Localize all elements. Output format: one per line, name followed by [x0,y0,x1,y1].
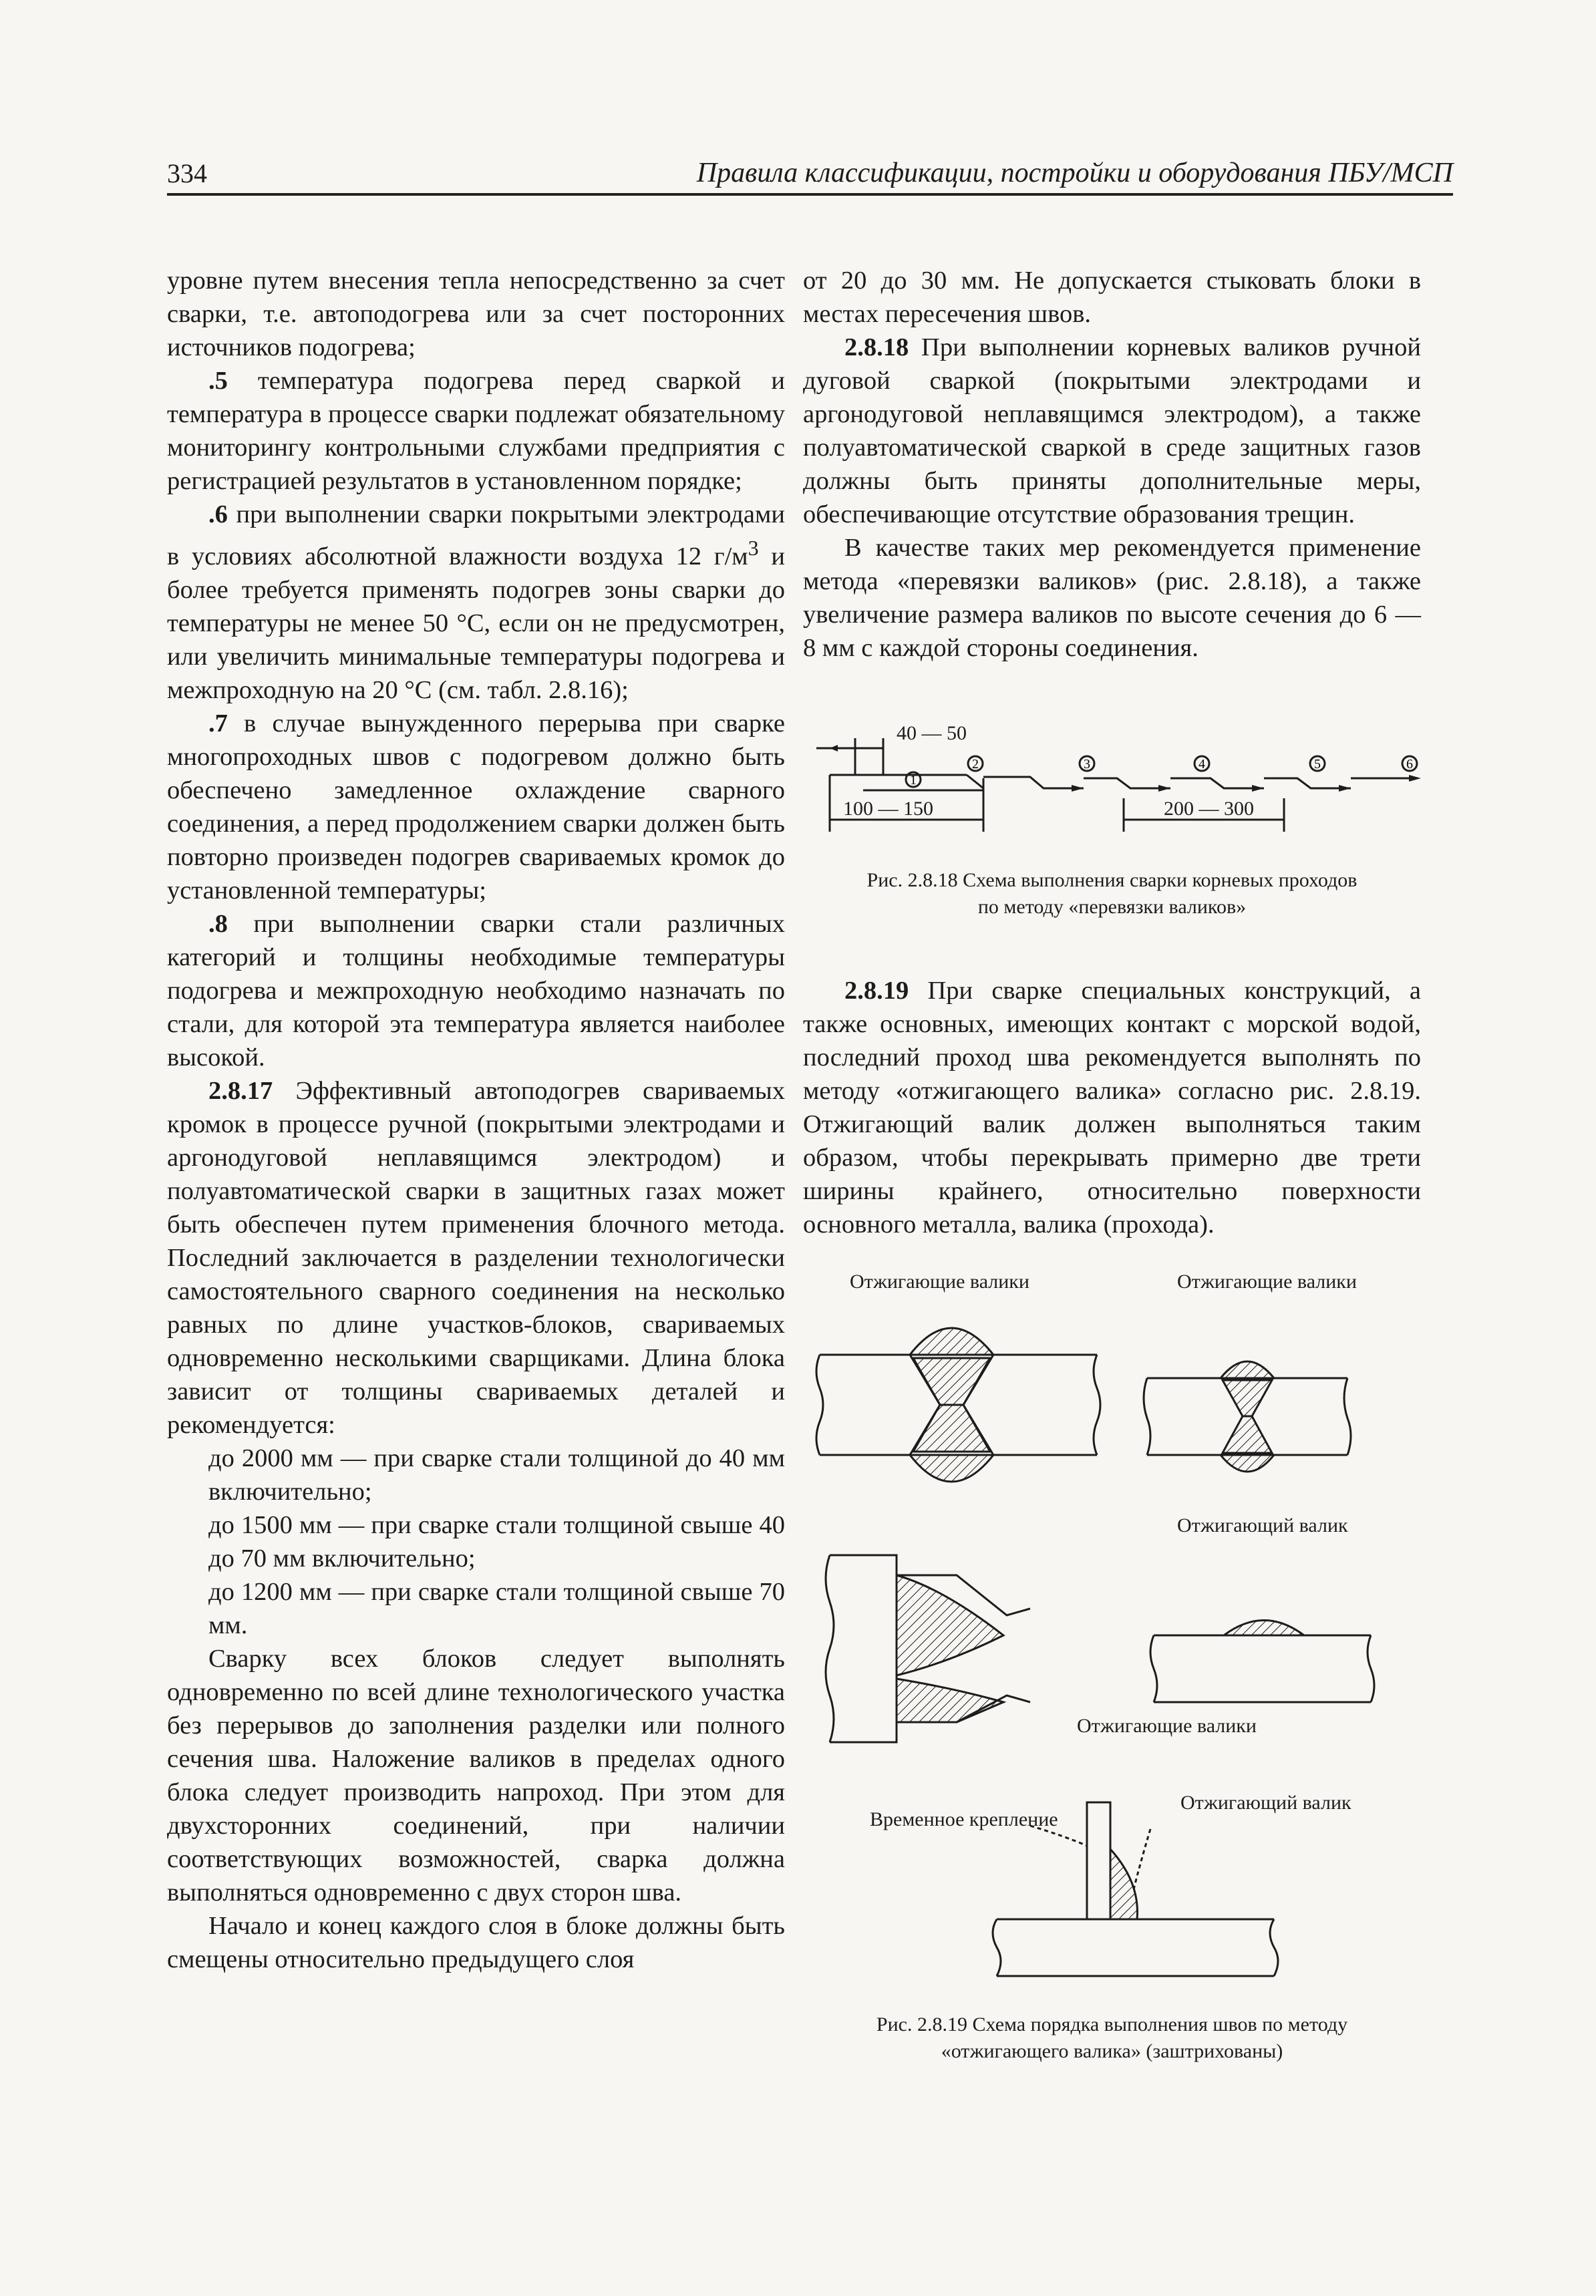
section-2-8-18-number: 2.8.18 [844,333,909,361]
paragraph-continuation-right: от 20 до 30 мм. Не допускается стыковать блоки в местах пересечения швов. [803,267,1421,328]
figure-2-8-18-caption-line-1: Рис. 2.8.18 Схема выполнения сварки корневых проходов [866,869,1358,891]
item-5-number: .5 [208,367,228,395]
left-column [167,264,785,1976]
dim-left-label: 100 — 150 [843,798,933,820]
page-header [167,150,1453,196]
dim-top-label: 40 — 50 [897,725,967,744]
page-number: 334 [167,158,207,188]
running-title: Правила классификации, постройки и оборудования ПБУ/МСП [696,158,1453,188]
marker-5: 5 [1314,757,1321,772]
right-column [803,264,1421,2065]
section-2-8-19 [803,974,1421,1241]
marker-4: 4 [1199,757,1205,772]
item-7 [167,707,785,907]
section-2-8-18-text: При выполнении корневых валиков ручной дуговой сваркой (покрытыми электродами и аргонодуговой неплавящимся электродом), а также полуавтоматической сваркой в среде защитных газов должны быть приняты дополнительные меры, обеспечивающие отсутствие образования трещин. [803,333,1421,528]
label-f: Отжигающий валик [1180,1792,1351,1814]
block-length-item-1: до 2000 мм — при сварке стали толщиной до 40 мм включительно; [208,1444,785,1506]
figure-2-8-18-caption-line-2: по методу «перевязки валиков» [977,896,1247,918]
section-2-8-17 [167,1074,785,1442]
figure-2-8-19-caption-line-1: Рис. 2.8.19 Схема порядка выполнения швов по методу [876,2013,1348,2035]
item-6-text-a: при выполнении сварки покрытыми электродами в условиях абсолютной влажности воздуха 12 г/м [167,500,785,570]
item-8-number: .8 [208,909,228,938]
item-6-superscript: 3 [748,536,759,560]
figure-2-8-19-caption [803,2011,1421,2065]
figure-2-8-18-caption [803,867,1421,921]
item-8-text: при выполнении сварки стали различных категорий и толщины необходимые температуры подогрева и межпроходную необходимо назначать по стали, для которой эта температура является наиболее высокой. [167,909,785,1072]
section-2-8-18 [803,331,1421,531]
section-2-8-17-text: Эффективный автоподогрев свариваемых кромок в процессе ручной (покрытыми электродами и аргонодуговой неплавящимся электродом) и полуавтоматической сварки в защитных газах может быть обеспечен путем применения блочного метода. Последний заключается в разделении технологически самостоятельного сварного соединения на несколько равных по длине участков-блоков, свариваемых одновременно несколькими сварщиками. Длина блока зависит от толщины свариваемых деталей и рекомендуется: [167,1076,785,1439]
figure-2-8-19-diagram [803,1261,1421,1996]
marker-3: 3 [1084,757,1090,772]
block-length-item-2: до 1500 мм — при сварке стали толщиной свыше 40 до 70 мм включительно; [208,1510,785,1573]
section-2-8-19-text: При сварке специальных конструкций, а также основных, имеющих контакт с морской водой, последний проход шва рекомендуется выполнять по методу «отжигающего валика» согласно рис. 2.8.19. Отжигающий валик должен выполняться таким образом, чтобы перекрывать примерно две трети ширины крайнего, относительно поверхности основного металла, валика (прохода). [803,977,1421,1239]
label-c: Отжигающий валик [1177,1514,1348,1536]
paragraph-blocks: Сварку всех блоков следует выполнять одновременно по всей длине технологического участка без перерывов до заполнения разделки или полного сечения шва. Наложение валиков в пределах одного блока следует производить напроход. При этом для двухсторонних соединений, при наличии соответствующих возможностей, сварка должна выполняться одновременно с двух сторон шва. [167,1644,785,1907]
marker-6: 6 [1406,757,1413,772]
item-8 [167,907,785,1074]
paragraph-continuation: уровне путем внесения тепла непосредственно за счет сварки, т.е. автоподогрева или за счет посторонних источников подогрева; [167,267,785,361]
item-5 [167,364,785,498]
block-length-item-3: до 1200 мм — при сварке стали толщиной свыше 70 мм. [208,1577,785,1639]
figure-2-8-18 [803,725,1421,921]
figure-2-8-19-caption-line-2: «отжигающего валика» (заштрихованы) [941,2040,1283,2062]
item-6-text-b: и более требуется применять подогрев зоны сварки до температуры не менее 50 °С, если он не предусмотрен, или увеличить минимальные температуры подогрева и межпроходную на 20 °С (см. табл. 2.8.16); [167,542,786,704]
marker-1: 1 [910,773,917,788]
item-7-text: в случае вынужденного перерыва при сварке многопроходных швов с подогревом должно быть обеспечено замедленное охлаждение сварного соединения, а перед продолжением сварки должен быть повторно произведен подогрев свариваемых кромок до установленной температуры; [167,709,785,905]
section-2-8-17-number: 2.8.17 [208,1076,273,1105]
paragraph-layers: Начало и конец каждого слоя в блоке должны быть смещены относительно предыдущего слоя [167,1911,785,1973]
label-e: Временное крепление [870,1808,1058,1830]
section-2-8-19-number: 2.8.19 [844,977,909,1005]
label-d: Отжигающие валики [1077,1715,1257,1737]
item-5-text: температура подогрева перед сваркой и температура в процессе сварки подлежат обязательному мониторингу контрольными службами предприятия с регистрацией результатов в установленном порядке; [167,367,785,495]
item-6 [167,498,785,707]
item-6-number: .6 [208,500,228,528]
item-7-number: .7 [208,709,228,737]
figure-2-8-18-diagram [803,725,1421,835]
figure-2-8-19 [803,1261,1421,2065]
paragraph-measures: В качестве таких мер рекомендуется применение метода «перевязки валиков» (рис. 2.8.18), а также увеличение размера валиков по высоте сечения до 6 — 8 мм с каждой стороны соединения. [803,534,1421,662]
marker-2: 2 [972,757,979,772]
label-b: Отжигающие валики [1177,1271,1357,1293]
label-a: Отжигающие валики [850,1271,1029,1293]
dim-right-label: 200 — 300 [1164,798,1254,820]
